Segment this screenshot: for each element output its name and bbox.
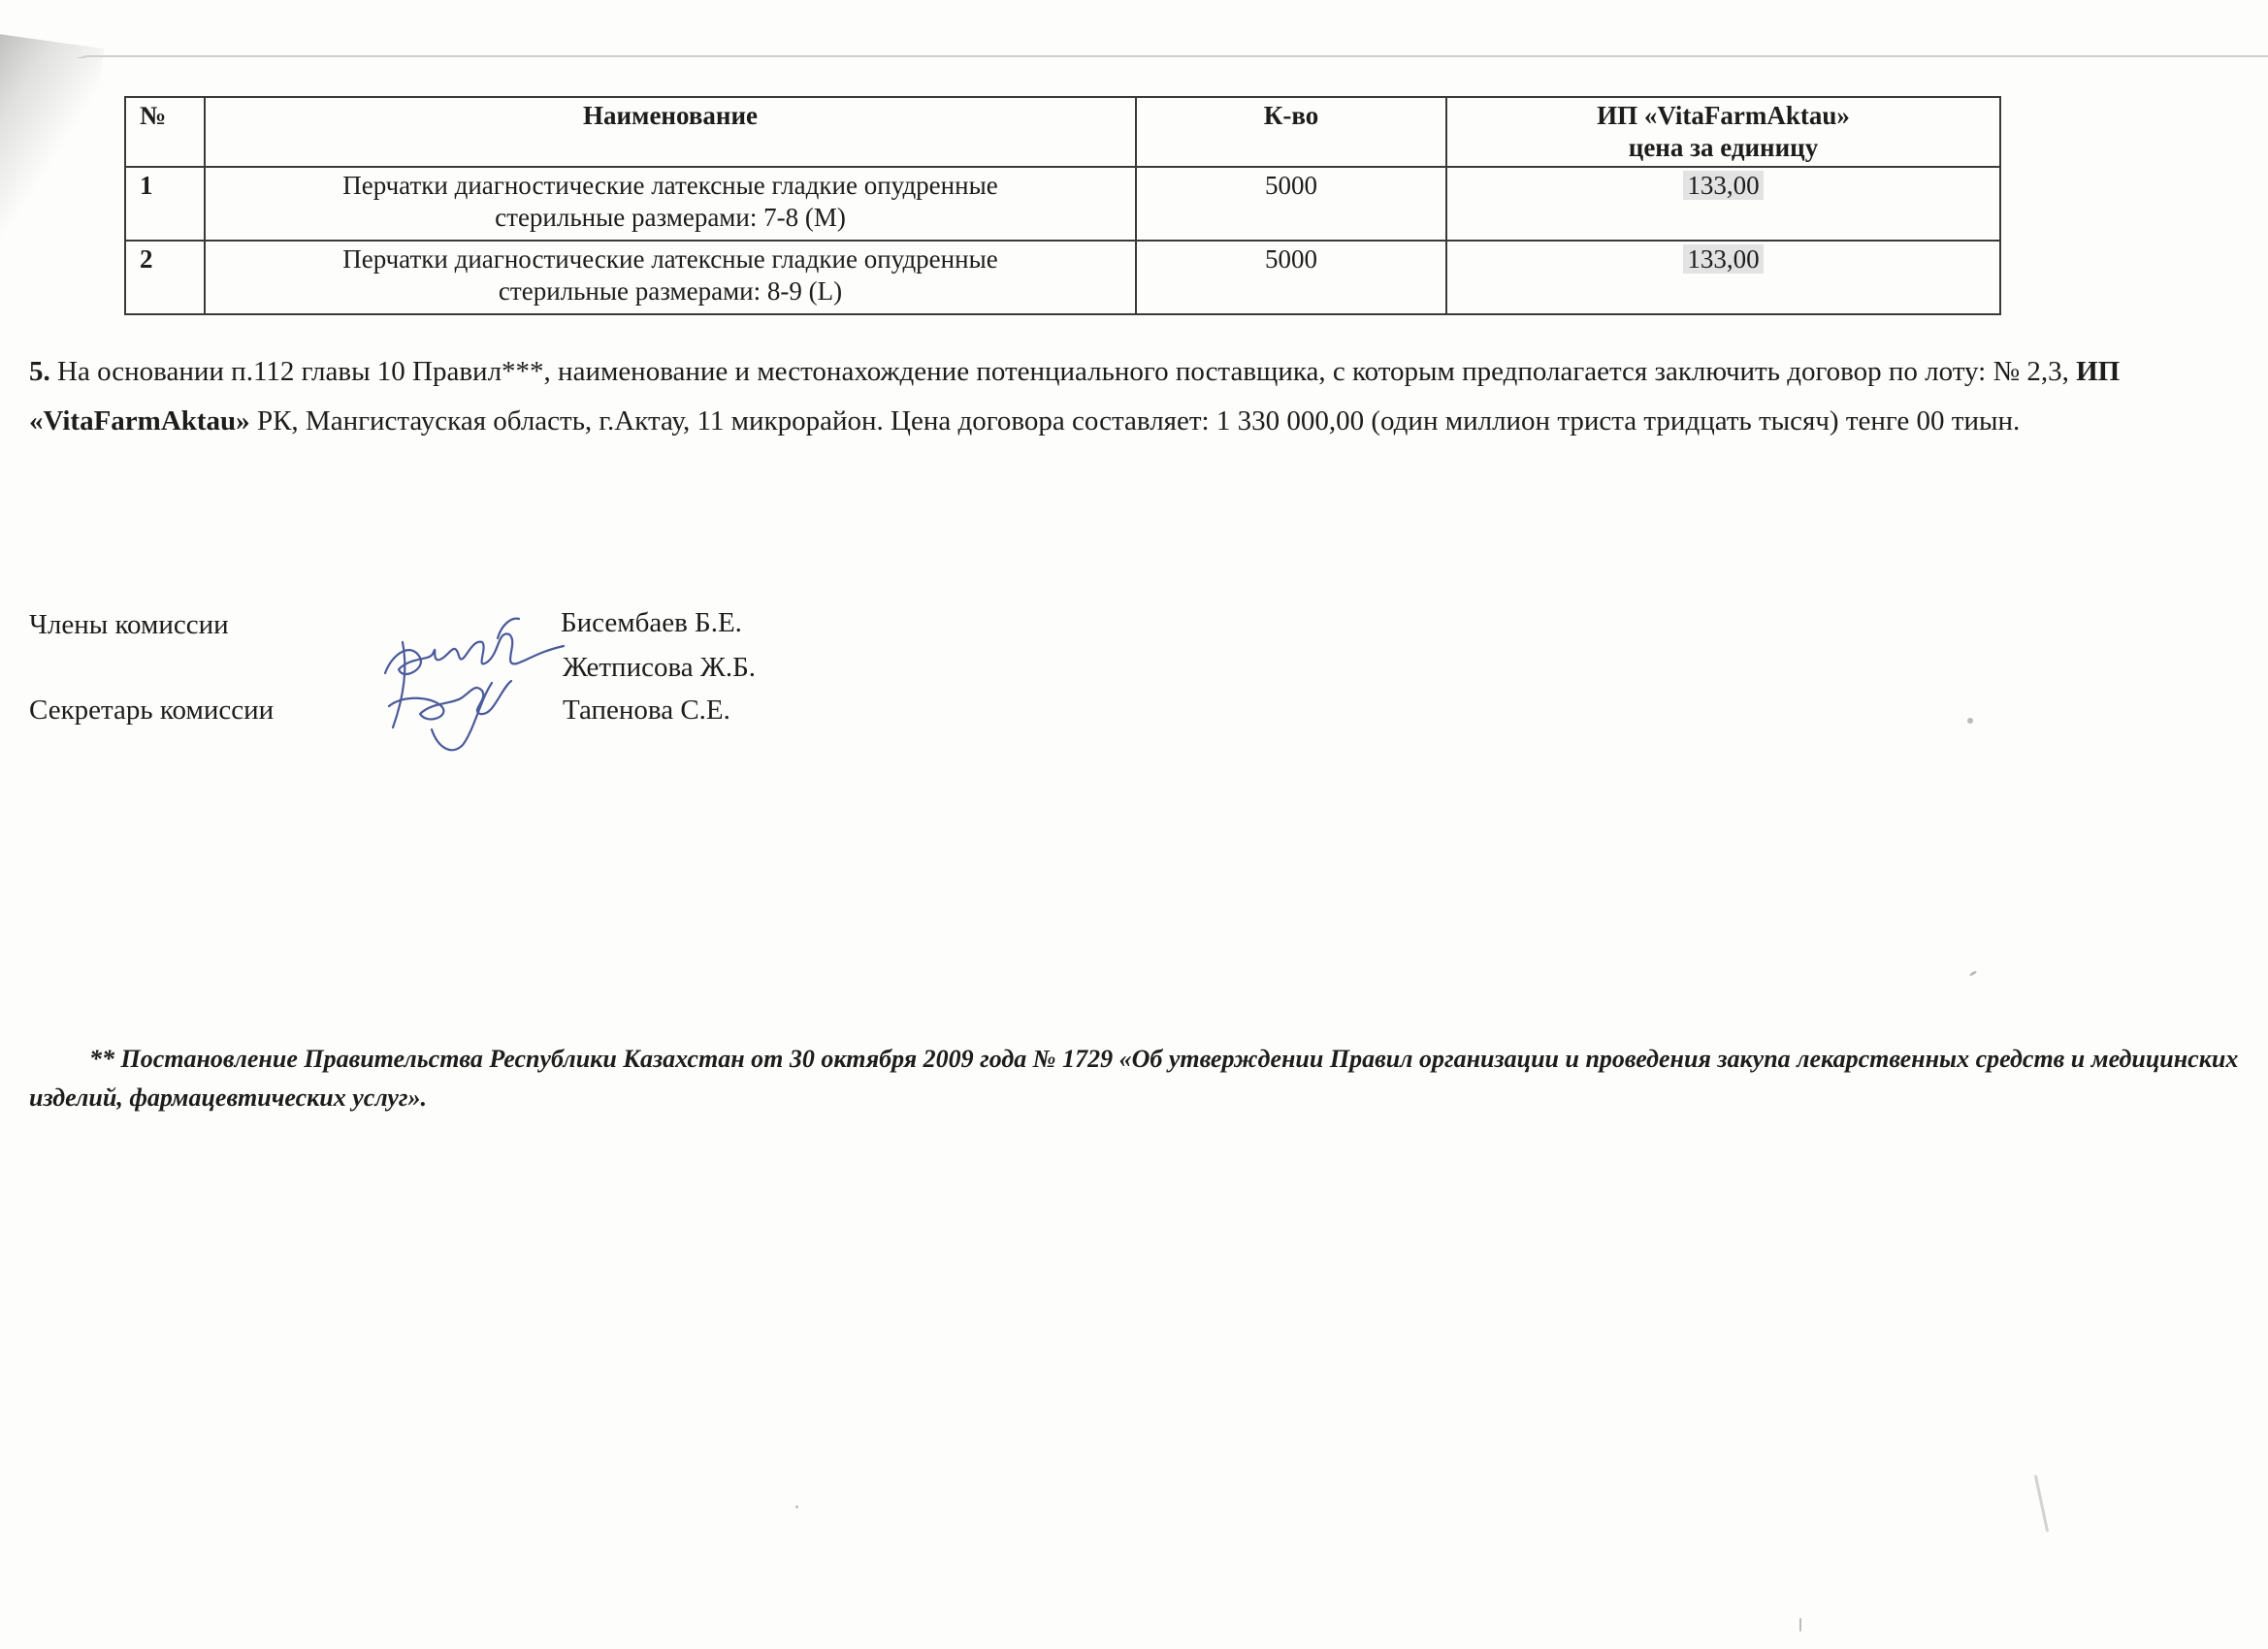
member1-name: Бисембаев Б.Е. (561, 607, 742, 638)
paragraph-number: 5. (29, 356, 50, 387)
header-supplier-price (1446, 97, 2000, 167)
row-name-line1: Перчатки диагностические латексные гладкие опудренные (342, 244, 998, 274)
row-name (205, 167, 1136, 241)
row-price: 133,00 (1683, 171, 1763, 200)
member2-name: Жетписова Ж.Б. (563, 652, 757, 683)
row-num: 2 (125, 241, 205, 314)
header-name: Наименование (205, 97, 1136, 167)
scan-corner-shadow (0, 31, 104, 299)
items-table (124, 96, 2001, 315)
scan-speck (1967, 718, 1973, 724)
header-unit-price: цена за единицу (1628, 133, 1819, 162)
scan-speck (1799, 1618, 1801, 1632)
row-name-line2: стерильные размерами: 7-8 (M) (495, 203, 846, 232)
table-row (125, 241, 2000, 314)
contract-paragraph (29, 347, 2202, 446)
row-name-line2: стерильные размерами: 8-9 (L) (498, 276, 843, 306)
paragraph-text-a: На основании п.112 главы 10 Правил***, наименование и местонахождение потенциального поставщика, с которым предполагается заключить договор по лоту: № 2,3, (49, 356, 2077, 387)
row-name-line1: Перчатки диагностические латексные гладкие опудренные (342, 171, 998, 200)
paragraph-supplier: ИП «VitaFarmAktau» (29, 356, 2121, 436)
row-num: 1 (125, 167, 205, 241)
scan-speck (1969, 970, 1977, 977)
row-price: 133,00 (1683, 244, 1763, 274)
footnote: ** Постановление Правительства Республики Казахстан от 30 октября 2009 года № 1729 «Об утверждении Правил организации и проведения закупа лекарственных средств и медицинских изделий, фармацевтических услуг». (29, 1045, 2239, 1112)
scan-speck (2034, 1474, 2049, 1532)
scan-top-edge (0, 0, 2268, 58)
header-supplier: ИП «VitaFarmAktau» (1597, 101, 1850, 130)
table-header-row (125, 97, 2000, 167)
row-price-cell (1446, 167, 2000, 241)
row-qty: 5000 (1136, 167, 1446, 241)
members-label: Члены комиссии (29, 609, 229, 640)
paragraph-text-b: РК, Мангистауская область, г.Актау, 11 микрорайон. Цена договора составляет: 1 330 000,00 (один миллион триста тридцать тысяч) тенге 00 тиын. (249, 405, 2021, 436)
header-qty: К-во (1136, 97, 1446, 167)
row-price-cell (1446, 241, 2000, 314)
secretary-label: Секретарь комиссии (29, 695, 275, 726)
row-name (205, 241, 1136, 314)
row-qty: 5000 (1136, 241, 1446, 314)
secretary-name: Тапенова С.Е. (563, 695, 730, 726)
scan-speck (795, 1505, 798, 1508)
handwritten-signature (373, 613, 567, 759)
header-num: № (125, 97, 205, 167)
table-row (125, 167, 2000, 241)
